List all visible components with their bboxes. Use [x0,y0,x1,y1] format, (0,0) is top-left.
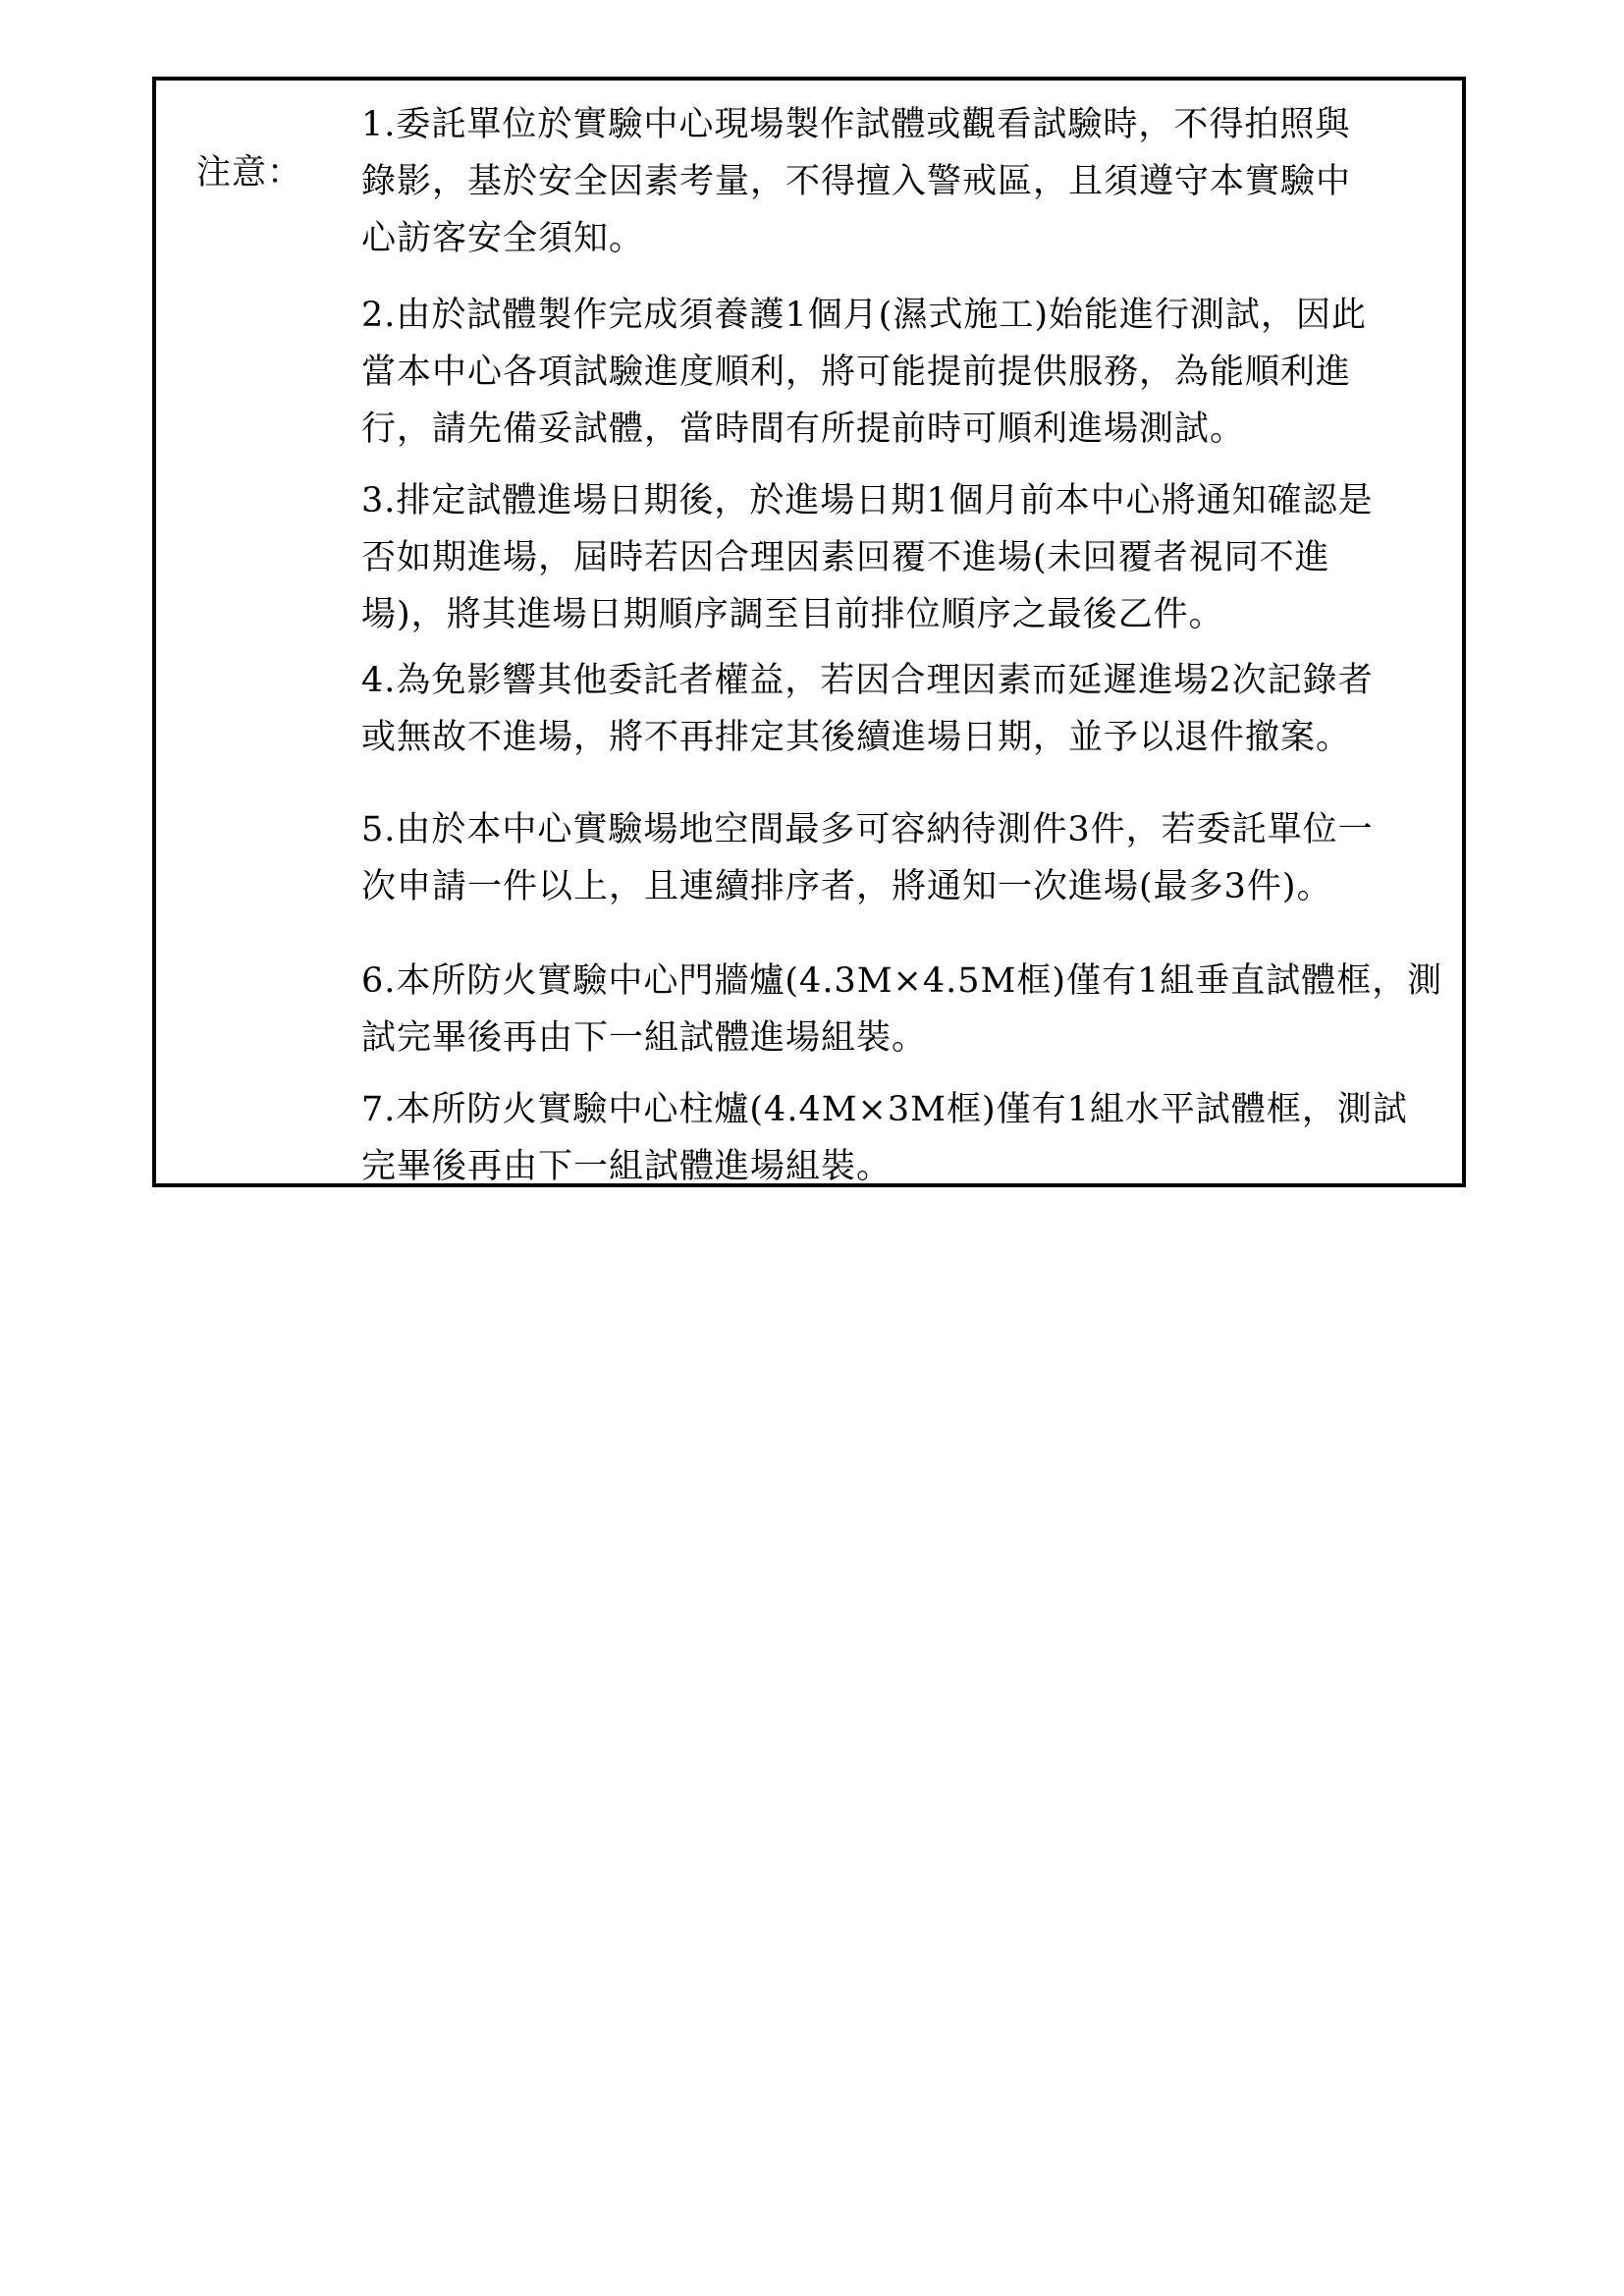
notice-item-5 [361,801,1451,915]
notice-item-line: 心訪客安全須知。 [361,219,645,258]
notice-label: 注意： [196,153,303,192]
notice-item-line: 2.由於試體製作完成須養護1個月(濕式施工)始能進行測試，因此 [361,296,1367,335]
notice-item-line: 錄影，基於安全因素考量，不得擅入警戒區，且須遵守本實驗中 [361,162,1352,201]
notice-item-line: 當本中心各項試驗進度順利，將可能提前提供服務，為能順利進 [361,353,1352,392]
notice-item-line: 次申請一件以上，且連續排序者，將通知一次進場(最多3件)。 [361,867,1332,906]
notice-item-line: 行，請先備妥試體，當時間有所提前時可順利進場測試。 [361,410,1246,449]
notice-item-line: 1.委託單位於實驗中心現場製作試體或觀看試驗時，不得拍照與 [361,105,1351,144]
notice-item-6 [361,953,1451,1066]
notice-item-4 [361,652,1451,766]
notice-item-line: 7.本所防火實驗中心柱爐(4.4M×3M框)僅有1組水平試體框，測試 [361,1090,1408,1129]
notice-item-line: 3.排定試體進場日期後，於進場日期1個月前本中心將通知確認是 [361,481,1374,520]
notice-item-line: 或無故不進場，將不再排定其後續進場日期，並予以退件撤案。 [361,718,1352,757]
notice-item-line: 5.由於本中心實驗場地空間最多可容納待測件3件，若委託單位一 [361,810,1374,849]
notice-item-3 [361,472,1451,643]
notice-item-7 [361,1081,1451,1195]
notice-item-line: 場)，將其進場日期順序調至目前排位順序之最後乙件。 [361,595,1224,634]
notice-item-2 [361,287,1451,458]
notice-item-line: 試完畢後再由下一組試體進場組裝。 [361,1018,928,1058]
notice-item-1 [361,96,1451,267]
notice-item-line: 4.為免影響其他委託者權益，若因合理因素而延遲進場2次記錄者 [361,661,1374,700]
notice-item-line: 6.本所防火實驗中心門牆爐(4.3M×4.5M框)僅有1組垂直試體框，測 [361,961,1443,1001]
notice-item-line: 否如期進場，屆時若因合理因素回覆不進場(未回覆者視同不進 [361,538,1330,577]
notice-item-line: 完畢後再由下一組試體進場組裝。 [361,1147,893,1186]
